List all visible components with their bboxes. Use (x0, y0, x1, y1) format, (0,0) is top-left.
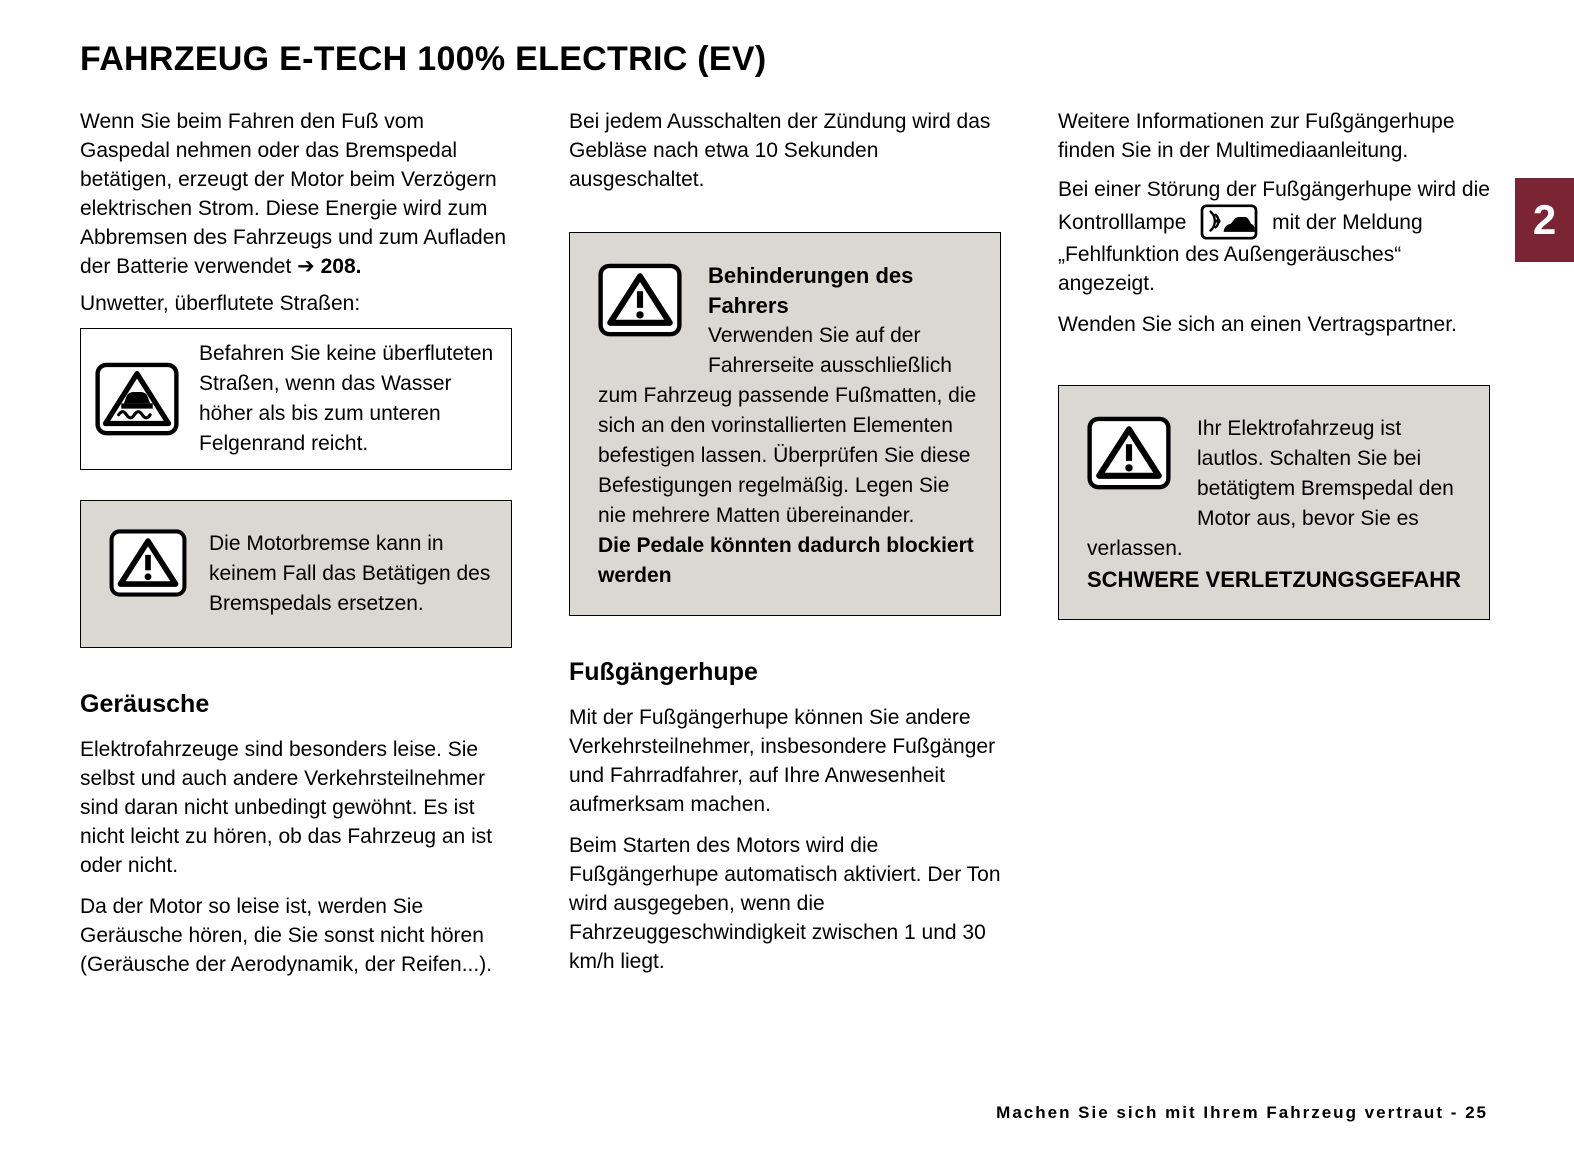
paragraph-blower: Bei jedem Ausschalten der Zündung wird das Gebläse nach etwa 10 Sekunden ausgeschaltet. (569, 110, 991, 191)
warning-text: Befahren Sie keine überfluteten Straßen, wenn das Wasser höher als bis zum unteren Felgenrand reicht. (199, 342, 494, 455)
warning-emphasis: Die Pedale könnten dadurch blockiert werden (598, 534, 974, 587)
page-footer: Machen Sie sich mit Ihrem Fahrzeug vertraut - 25 (996, 1103, 1488, 1122)
page-reference-link[interactable] (297, 255, 361, 278)
warning-box-engine-brake (80, 500, 512, 648)
content-columns (80, 107, 1490, 979)
section-heading-pedestrian-horn: Fußgängerhupe (569, 658, 758, 686)
warning-box-silent-vehicle (1058, 385, 1490, 620)
paragraph-more-info: Weitere Informationen zur Fußgängerhupe finden Sie in der Multimediaanleitung. (1058, 110, 1455, 162)
warning-box-driver-obstruction (569, 232, 1001, 616)
paragraph-horn-purpose: Mit der Fußgängerhupe können Sie andere Verkehrsteilnehmer, insbesondere Fußgänger und Fahrradfahrer, auf Ihre Anwesenheit aufmerksam machen. (569, 706, 996, 816)
flooded-road-warning-icon (95, 362, 179, 436)
warning-emphasis: SCHWERE VERLETZUNGSGEFAHR (1087, 567, 1462, 592)
arrow-right-icon: ➔ (297, 255, 315, 278)
warning-triangle-icon (598, 263, 682, 337)
paragraph-contact-dealer: Wenden Sie sich an einen Vertragspartner. (1058, 313, 1457, 336)
paragraph-quiet-vehicles: Elektrofahrzeuge sind besonders leise. Sie selbst und auch andere Verkehrsteilnehmer sind daran nicht unbedingt gewöhnt. Es ist nicht leicht zu hören, ob das Fahrzeug an ist oder nicht. (80, 738, 493, 877)
paragraph-regeneration: Wenn Sie beim Fahren den Fuß vom Gaspedal nehmen oder das Bremspedal betätigen, erzeugt der Motor beim Verzögern elektrischen Strom. Diese Energie wird zum Abbremsen des Fahrzeugs und zum Aufladen der Batterie verwendet ➔ 208. (80, 110, 507, 278)
paragraph-horn-activation: Beim Starten des Motors wird die Fußgängerhupe automatisch aktiviert. Der Ton wird ausgegeben, wenn die Fahrzeuggeschwindigkeit zwischen 1 und 30 km/h liegt. (569, 834, 1001, 973)
warning-text: Die Motorbremse kann in keinem Fall das Betätigen des Bremspedals ersetzen. (209, 532, 491, 615)
paragraph-weather: Unwetter, überflutete Straßen: (80, 292, 361, 315)
warning-text: Ihr Elektrofahrzeug ist lautlos. Schalten Sie bei betätigtem Bremspedal den Motor aus, bevor Sie es verlassen. (1087, 417, 1454, 560)
chapter-number: 2 (1532, 196, 1557, 243)
warning-title: Behinderungen des Fahrers (708, 263, 914, 318)
column-middle (569, 107, 1001, 976)
warning-triangle-icon (109, 529, 187, 597)
page-title: FAHRZEUG E-TECH 100% ELECTRIC (EV) (80, 40, 767, 78)
warning-text: Verwenden Sie auf der Fahrerseite ausschließlich zum Fahrzeug passende Fußmatten, die sich an den vorinstallierten Elementen befestigen lassen. Überprüfen Sie diese Befestigungen regelmäßig. Legen Sie nie mehrere Matten übereinander. (598, 324, 977, 527)
column-left (80, 107, 512, 979)
pedestrian-horn-indicator-icon (1200, 204, 1258, 240)
chapter-tab (1515, 178, 1574, 262)
paragraph-horn-malfunction: Bei einer Störung der Fußgängerhupe wird die Kontrolllampe mit der Meldung „Fehlfunktion des Außengeräusches“ angezeigt. (1058, 178, 1490, 295)
warning-box-flooded-roads (80, 328, 512, 470)
section-heading-noises: Geräusche (80, 690, 210, 718)
column-right (1058, 107, 1490, 620)
paragraph-other-noises: Da der Motor so leise ist, werden Sie Geräusche hören, die Sie sonst nicht hören (Geräusche der Aerodynamik, der Reifen...). (80, 895, 493, 976)
warning-triangle-icon (1087, 416, 1171, 490)
page-reference-number: 208. (320, 255, 362, 278)
